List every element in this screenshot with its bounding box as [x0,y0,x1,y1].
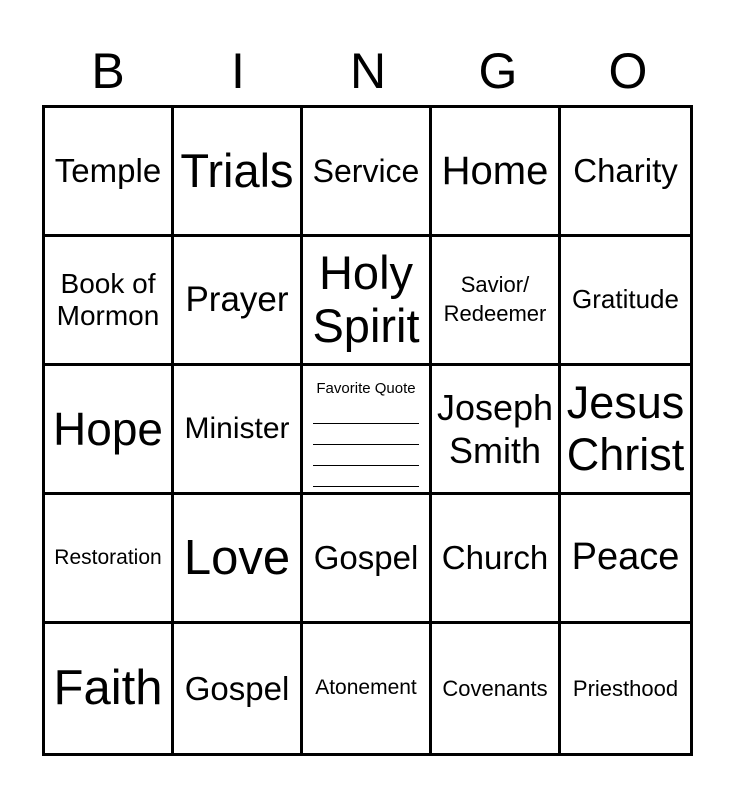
bingo-cell-home [432,108,561,237]
cell-label: Holy Spirit [312,246,420,352]
header-letter-b: B [91,43,125,99]
bingo-cell-restoration [45,495,174,624]
quote-write-line [313,424,419,445]
quote-write-line [313,445,419,466]
quote-write-line [313,466,419,487]
cell-label: Restoration [54,545,162,569]
cell-label: Peace [571,536,680,579]
bingo-cell-atonement [303,624,432,753]
bingo-cell-gospel [303,495,432,624]
header-letter-o: O [608,43,648,99]
bingo-cell-trials [174,108,303,237]
bingo-cell-minister [174,366,303,495]
cell-label: Prayer [185,279,289,319]
bingo-cell-charity [561,108,690,237]
cell-label: Home [441,149,549,193]
bingo-header [43,40,694,102]
cell-label: Trials [180,143,294,197]
favorite-quote-label: Favorite Quote [316,380,416,397]
cell-label: Priesthood [572,675,679,701]
cell-label: Church [441,539,549,577]
bingo-cell-joseph-smith [432,366,561,495]
cell-label: Joseph Smith [436,386,554,471]
cell-label: Atonement [315,676,417,700]
bingo-cell-gratitude [561,237,690,366]
bingo-cell-savior-redeemer [432,237,561,366]
cell-label: Faith [53,661,163,716]
header-letter-g: G [478,43,518,99]
cell-label: Minister [184,411,290,445]
cell-label: Gratitude [572,284,679,315]
quote-write-line [313,403,419,424]
bingo-cell-gospel-2 [174,624,303,753]
cell-label: Temple [54,152,162,190]
bingo-cell-hope [45,366,174,495]
bingo-cell-love [174,495,303,624]
cell-label: Gospel [313,539,419,577]
cell-label: Covenants [442,675,548,701]
bingo-cell-church [432,495,561,624]
bingo-cell-temple [45,108,174,237]
cell-label: Book of Mormon [56,267,160,331]
bingo-cell-priesthood [561,624,690,753]
bingo-cell-book-of-mormon [45,237,174,366]
header-letter-n: N [349,43,387,99]
cell-label: Hope [53,402,163,455]
bingo-card-grid [42,105,693,756]
cell-label: Savior/ Redeemer [443,272,547,326]
bingo-cell-holy-spirit [303,237,432,366]
bingo-cell-service [303,108,432,237]
cell-label: Service [312,152,420,189]
cell-label: Love [183,530,291,585]
bingo-cell-faith [45,624,174,753]
cell-label: Jesus Christ [566,377,685,480]
bingo-cell-peace [561,495,690,624]
header-letter-i: I [231,43,245,99]
bingo-cell-favorite-quote [303,366,432,495]
bingo-cell-prayer [174,237,303,366]
cell-label: Gospel [184,669,290,707]
bingo-cell-jesus-christ [561,366,690,495]
bingo-cell-covenants [432,624,561,753]
cell-label: Charity [573,152,678,190]
